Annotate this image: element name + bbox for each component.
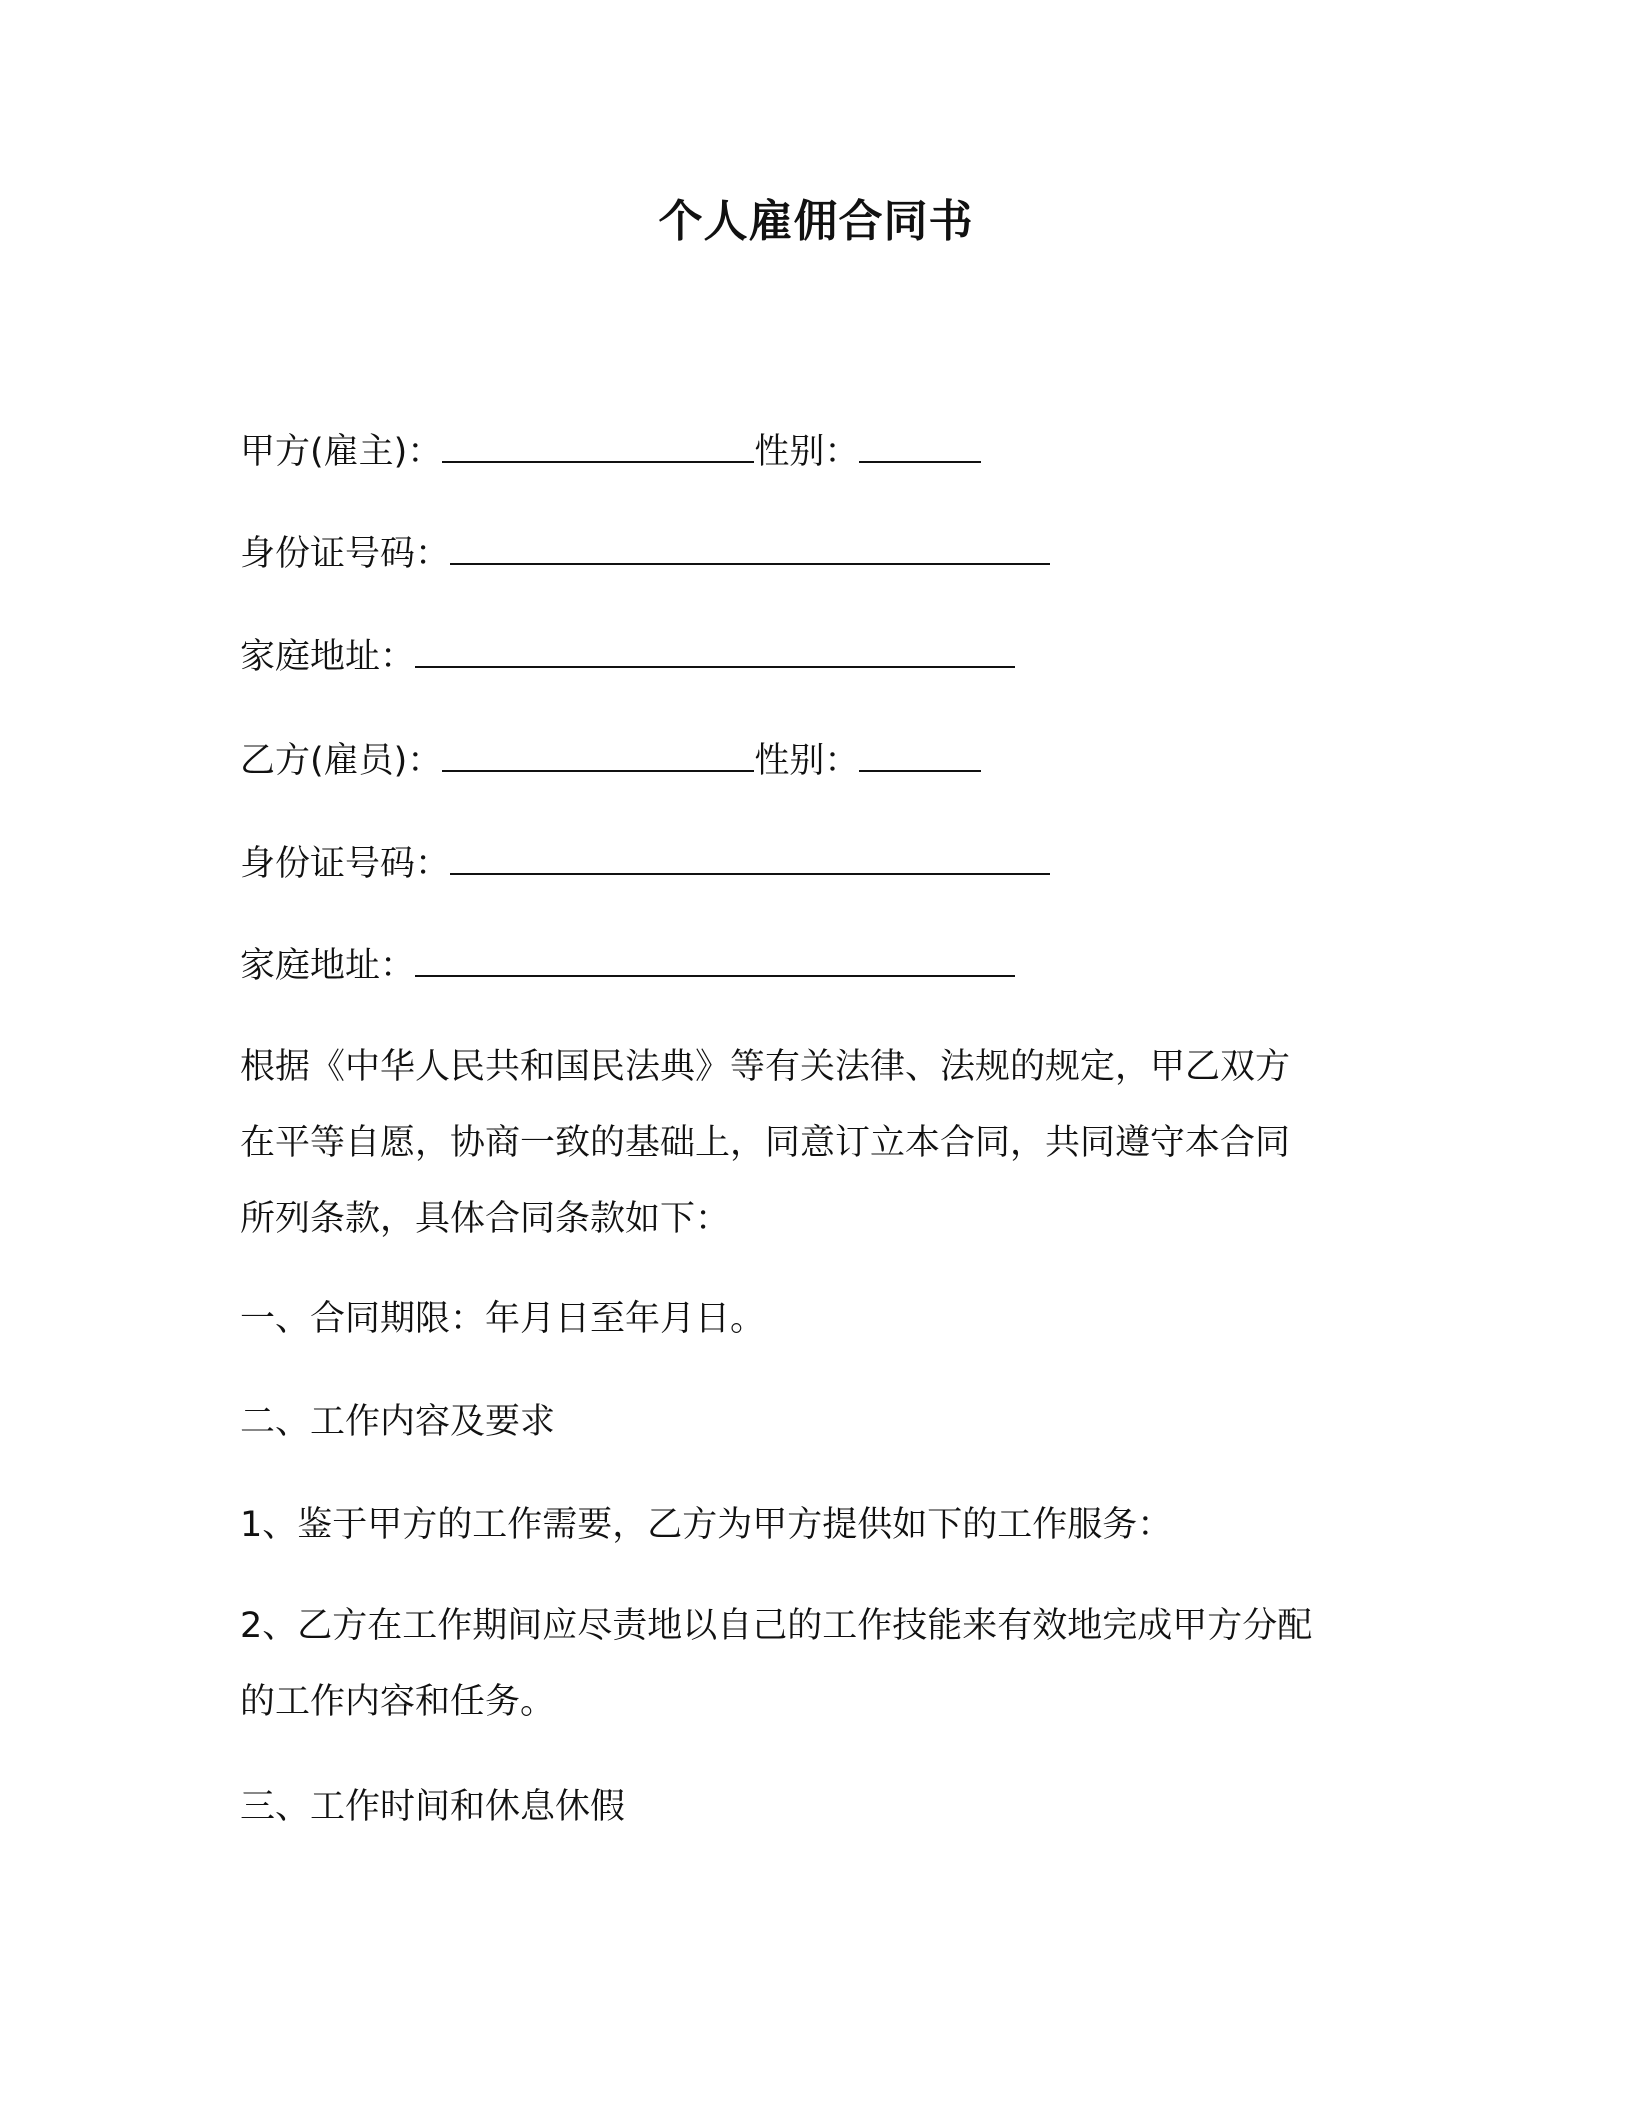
clause-hours-heading: 三、工作时间和休息休假: [240, 1787, 626, 1827]
party-b-name-label: 乙方(雇员)：: [240, 741, 443, 781]
clause-term: 一、合同期限：年月日至年月日。: [240, 1299, 766, 1339]
party-b-id-blank[interactable]: [450, 843, 1050, 875]
preamble-line: 所列条款，具体合同条款如下：: [240, 1199, 731, 1239]
clause-work-item-2: [240, 1588, 1400, 1740]
party-b-gender-blank[interactable]: [859, 740, 981, 772]
party-a-name-label: 甲方(雇主)：: [240, 432, 443, 472]
party-a-address-blank[interactable]: [415, 636, 1015, 668]
party-a-gender-blank[interactable]: [859, 431, 981, 463]
clause-work-item-2-line: 的工作内容和任务。: [240, 1682, 556, 1722]
party-a-id-blank[interactable]: [450, 533, 1050, 565]
party-b-name-blank[interactable]: [442, 740, 754, 772]
party-b-id-label: 身份证号码：: [240, 844, 451, 884]
clause-work-item-1: 1、鉴于甲方的工作需要，乙方为甲方提供如下的工作服务：: [240, 1505, 1173, 1545]
party-b-id-row: [240, 839, 1050, 889]
party-a-id-row: [240, 529, 1050, 579]
preamble-paragraph: [240, 1029, 1400, 1257]
party-b-address-label: 家庭地址：: [240, 946, 416, 986]
party-a-name-blank[interactable]: [442, 431, 754, 463]
preamble-line: 在平等自愿，协商一致的基础上，同意订立本合同，共同遵守本合同: [240, 1123, 1291, 1163]
party-a-address-row: [240, 632, 1015, 682]
preamble-line: 根据《中华人民共和国民法典》等有关法律、法规的规定，甲乙双方: [240, 1047, 1291, 1087]
party-a-name-row: [240, 427, 981, 477]
clause-work-heading: 二、工作内容及要求: [240, 1402, 556, 1442]
clause-work-item-2-line: 2、乙方在工作期间应尽责地以自己的工作技能来有效地完成甲方分配: [240, 1606, 1313, 1646]
party-a-address-label: 家庭地址：: [240, 637, 416, 677]
party-b-name-row: [240, 736, 981, 786]
party-b-address-blank[interactable]: [415, 945, 1015, 977]
party-b-address-row: [240, 941, 1015, 991]
document-title: 个人雇佣合同书: [658, 196, 974, 247]
party-a-gender-label: 性别：: [754, 432, 860, 472]
party-a-id-label: 身份证号码：: [240, 534, 451, 574]
party-b-gender-label: 性别：: [754, 741, 860, 781]
